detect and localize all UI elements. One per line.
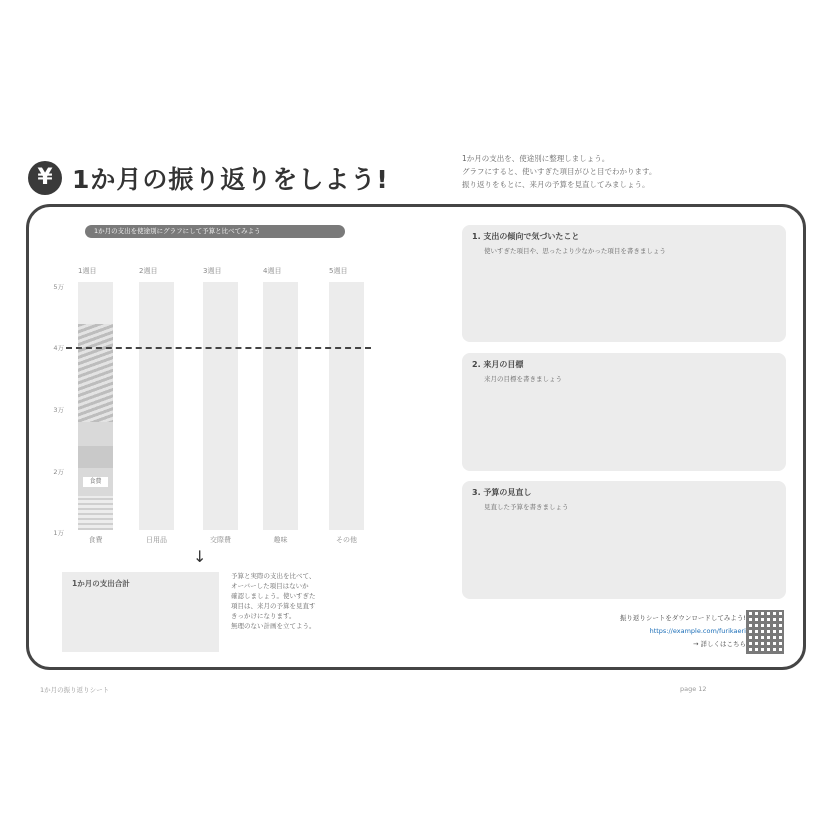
note-line: きっかけになります。 bbox=[231, 612, 296, 620]
segment-label: 食費 bbox=[83, 477, 108, 487]
intro-text bbox=[462, 152, 792, 191]
footer-left: 1か月の振り返りシート bbox=[40, 686, 110, 694]
column-label: 交際費 bbox=[210, 536, 231, 544]
y-tick: 2万 bbox=[53, 468, 64, 476]
column-header: 4週目 bbox=[263, 267, 282, 275]
bar-segment bbox=[78, 422, 113, 446]
bar-column bbox=[78, 282, 113, 530]
footer-page-number: page 12 bbox=[680, 685, 707, 693]
share-url-link[interactable]: https://example.com/furikaeri bbox=[649, 627, 746, 635]
column-header: 3週目 bbox=[203, 267, 222, 275]
chart-header: 1か月の支出を使途別にグラフにして予算と比べてみよう bbox=[85, 225, 345, 238]
y-tick: 3万 bbox=[53, 406, 64, 414]
column-header: 1週目 bbox=[78, 267, 97, 275]
intro-line: 1か月の支出を、使途別に整理しましょう。 bbox=[462, 154, 610, 163]
column-label: 食費 bbox=[88, 536, 103, 544]
intro-line: グラフにすると、使いすぎた項目がひと目でわかります。 bbox=[462, 167, 657, 176]
bar-segment bbox=[78, 468, 113, 496]
summary-note bbox=[231, 571, 371, 631]
reflection-panel-2[interactable] bbox=[462, 353, 786, 471]
qr-code-icon[interactable] bbox=[746, 610, 784, 654]
bar-segment bbox=[78, 446, 113, 468]
bar-segment bbox=[78, 324, 113, 422]
intro-line: 振り返りをもとに、来月の予算を見直してみましょう。 bbox=[462, 180, 650, 189]
summary-box[interactable] bbox=[62, 572, 219, 652]
column-label: 日用品 bbox=[146, 536, 167, 544]
panel-subtitle: 来月の目標を書きましょう bbox=[484, 375, 562, 383]
panel-title: 2. 来月の目標 bbox=[472, 360, 524, 369]
page-title: 1か月の振り返りをしよう! bbox=[72, 165, 389, 194]
bar-column bbox=[329, 282, 364, 530]
column-label: その他 bbox=[336, 536, 357, 544]
note-line: 無理のない計画を立てよう。 bbox=[231, 622, 316, 630]
yen-icon: ¥ bbox=[28, 161, 62, 195]
y-tick: 5万 bbox=[53, 283, 64, 291]
bar-column bbox=[203, 282, 238, 530]
bar-segment bbox=[78, 496, 113, 530]
column-header: 2週目 bbox=[139, 267, 158, 275]
y-tick: 4万 bbox=[53, 344, 64, 352]
share-text bbox=[486, 612, 746, 651]
note-line: オーバーした項目はないか bbox=[231, 582, 309, 590]
panel-title: 1. 支出の傾向で気づいたこと bbox=[472, 232, 580, 241]
down-arrow-icon: ↓ bbox=[193, 547, 207, 566]
y-tick: 1万 bbox=[53, 529, 64, 537]
share-line: 振り返りシートをダウンロードしてみよう! bbox=[619, 614, 746, 622]
reflection-panel-3[interactable] bbox=[462, 481, 786, 599]
reflection-panel-1[interactable] bbox=[462, 225, 786, 342]
summary-title: 1か月の支出合計 bbox=[72, 579, 130, 588]
column-label: 趣味 bbox=[273, 536, 288, 544]
panel-title: 3. 予算の見直し bbox=[472, 488, 532, 497]
column-header: 5週目 bbox=[329, 267, 348, 275]
panel-subtitle: 使いすぎた項目や、思ったより少なかった項目を書きましょう bbox=[484, 247, 666, 255]
bar-column bbox=[263, 282, 298, 530]
note-line: 項目は、来月の予算を見直す bbox=[231, 602, 316, 610]
note-line: 予算と実際の支出を比べて、 bbox=[231, 572, 316, 580]
panel-subtitle: 見直した予算を書きましょう bbox=[484, 503, 569, 511]
share-line: → 詳しくはこちら bbox=[692, 640, 746, 648]
note-line: 確認しましょう。使いすぎた bbox=[231, 592, 316, 600]
budget-line bbox=[66, 347, 371, 349]
bar-column bbox=[139, 282, 174, 530]
